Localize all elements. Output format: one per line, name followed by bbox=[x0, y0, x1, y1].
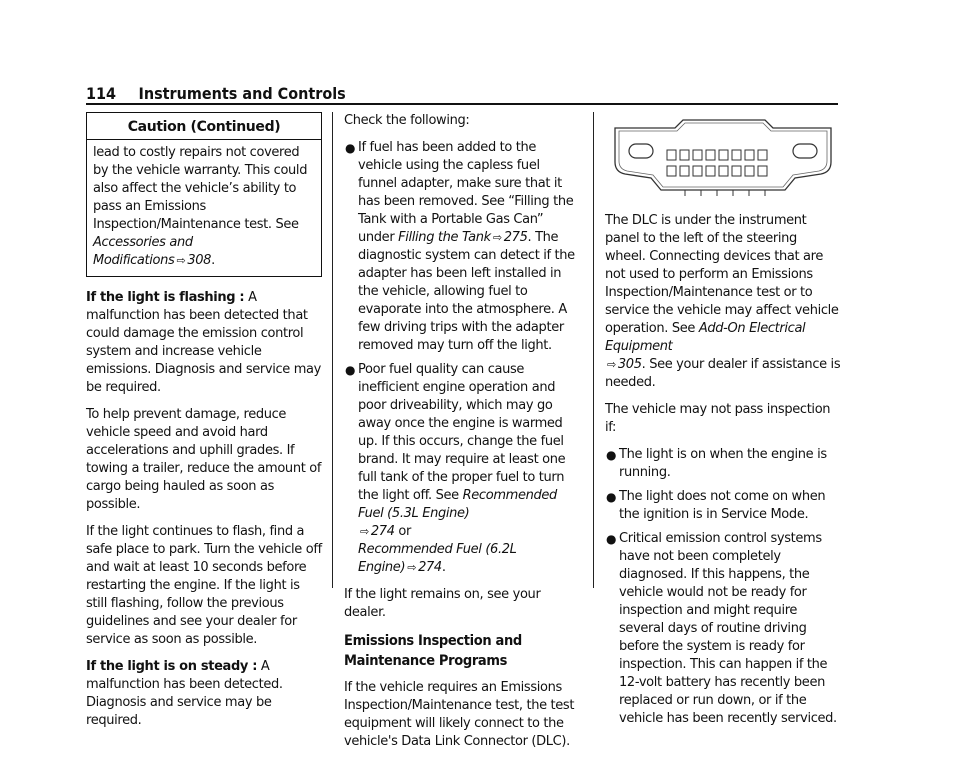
bullet-end: . bbox=[441, 560, 446, 575]
flashing-paragraph bbox=[86, 289, 322, 397]
caution-title: Caution (Continued) bbox=[87, 113, 321, 140]
continues-flash-paragraph: If the light continues to flash, find a safe place to park. Turn the vehicle off and wait at least 10 seconds before restarting the engine. If the light is still flashing, follow the previous guidelines and see your dealer for service as soon as possible. bbox=[86, 524, 322, 647]
bullet-icon: ● bbox=[606, 448, 617, 462]
caution-ref-page[interactable]: 308 bbox=[187, 253, 212, 268]
not-pass-list bbox=[605, 446, 841, 728]
recommended-fuel-62-link[interactable]: Recommended Fuel (6.2L Engine) bbox=[358, 542, 517, 575]
page-number: 114 bbox=[86, 84, 117, 103]
flashing-text: A malfunction has been detected that could damage the emission control system and increase vehicle emissions. Diagnosis and service may be required. bbox=[86, 290, 321, 395]
filling-tank-page[interactable]: 275 bbox=[503, 230, 528, 245]
add-on-electrical-link[interactable]: Add-On Electrical Equipment bbox=[605, 321, 806, 354]
column-divider bbox=[593, 112, 594, 588]
caution-body bbox=[87, 140, 321, 276]
not-pass-intro: The vehicle may not pass inspection if: bbox=[605, 402, 831, 435]
column-divider bbox=[332, 112, 333, 588]
data-link-connector-illustration bbox=[605, 114, 841, 200]
dlc-location-paragraph bbox=[605, 212, 841, 392]
column-right bbox=[605, 112, 841, 737]
dlc-text-rest: . See your dealer if assistance is needed. bbox=[605, 357, 841, 390]
flashing-label: If the light is flashing : bbox=[86, 290, 245, 305]
list-item bbox=[605, 488, 841, 524]
section-title: Instruments and Controls bbox=[138, 84, 346, 103]
recommended-fuel-53-page[interactable]: 274 bbox=[370, 524, 395, 539]
add-on-electrical-page[interactable]: 305 bbox=[617, 357, 642, 372]
page-ref-arrow-icon: ⇨ bbox=[176, 254, 186, 267]
recommended-fuel-62-page[interactable]: 274 bbox=[418, 560, 442, 575]
check-list bbox=[344, 139, 580, 577]
recommended-fuel-53-link[interactable]: Recommended Fuel (5.3L Engine) bbox=[358, 488, 557, 521]
steady-text: A malfunction has been detected. Diagnosis and service may be required. bbox=[86, 659, 283, 728]
page-header bbox=[86, 84, 838, 104]
caution-ref-link[interactable]: Accessories and Modifications bbox=[93, 235, 193, 268]
emissions-subheading: Emissions Inspection and Maintenance Programs bbox=[344, 633, 522, 669]
bullet-text-rest: . The diagnostic system can detect if the adapter has been left installed in the vehicle, allowing fuel to evaporate into the atmosphere. A few driving trips with the adapter removed may turn off the light. bbox=[358, 230, 575, 353]
or-text: or bbox=[394, 524, 412, 539]
list-item bbox=[344, 139, 580, 355]
header-rule bbox=[86, 103, 838, 105]
prevent-damage-paragraph: To help prevent damage, reduce vehicle speed and avoid hard accelerations and uphill grades. If towing a trailer, reduce the amount of cargo being hauled as soon as possible. bbox=[86, 407, 322, 512]
steady-paragraph bbox=[86, 658, 322, 730]
bullet-text: The light is on when the engine is running. bbox=[619, 447, 827, 480]
caution-text: lead to costly repairs not covered by the vehicle warranty. This could also affect the vehicle’s ability to pass an Emissions Inspection/Maintenance test. See bbox=[93, 145, 308, 232]
bullet-icon: ● bbox=[345, 141, 356, 155]
check-intro: Check the following: bbox=[344, 113, 470, 128]
bullet-text: Critical emission control systems have not been completely diagnosed. If this happens, the vehicle would not be ready for inspection and might require several days of routine driving before the system is ready for inspection. This can happen if the 12-volt battery has recently been replaced or run down, or if the vehicle has been recently serviced. bbox=[619, 531, 837, 726]
column-left bbox=[86, 112, 322, 739]
bullet-text: The light does not come on when the ignition is in Service Mode. bbox=[619, 489, 826, 522]
steady-label: If the light is on steady : bbox=[86, 659, 258, 674]
bullet-icon: ● bbox=[606, 532, 617, 546]
bullet-text: Poor fuel quality can cause inefficient engine operation and poor driveability, which may go away once the engine is warmed up. If this occurs, change the fuel brand. It may require at least one full tank of the proper fuel to turn the light off. See bbox=[358, 362, 566, 503]
page-ref-arrow-icon: ⇨ bbox=[607, 358, 616, 371]
bullet-icon: ● bbox=[606, 490, 617, 504]
list-item bbox=[344, 361, 580, 577]
page-ref-arrow-icon: ⇨ bbox=[492, 231, 502, 244]
dlc-text: The DLC is under the instrument panel to the left of the steering wheel. Connecting devices that are not used to perform an Emissions Inspection/Maintenance test or to service the vehicle may affect vehicle operation. See bbox=[605, 213, 839, 336]
caution-ref-end: . bbox=[211, 253, 215, 268]
remains-on-paragraph: If the light remains on, see your dealer. bbox=[344, 587, 541, 620]
column-middle bbox=[344, 112, 580, 760]
bullet-text: If fuel has been added to the vehicle using the capless fuel funnel adapter, make sure that it has been removed. See “Filling the Tank with a Portable Gas Can” under bbox=[358, 140, 574, 245]
list-item bbox=[605, 446, 841, 482]
page-ref-arrow-icon: ⇨ bbox=[360, 525, 369, 538]
bullet-icon: ● bbox=[345, 363, 356, 377]
requires-test-paragraph: If the vehicle requires an Emissions Inspection/Maintenance test, the test equipment will likely connect to the vehicle's Data Link Connector (DLC). bbox=[344, 680, 575, 749]
list-item bbox=[605, 530, 841, 728]
filling-tank-link[interactable]: Filling the Tank bbox=[398, 230, 491, 245]
caution-box bbox=[86, 112, 322, 277]
page-ref-arrow-icon: ⇨ bbox=[407, 561, 417, 574]
